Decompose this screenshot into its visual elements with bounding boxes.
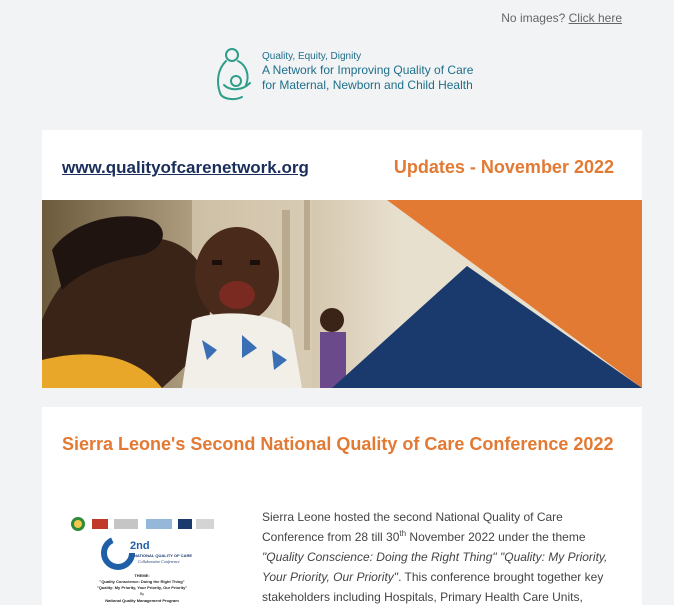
article-body-part-2: November 2022 under the theme xyxy=(406,530,586,544)
logo-line-1: A Network for Improving Quality of Care xyxy=(262,63,474,77)
no-images-text: No images? xyxy=(501,11,566,25)
conference-flyer-image xyxy=(66,515,218,605)
updates-heading: Updates - November 2022 xyxy=(393,157,614,177)
article-card xyxy=(42,407,642,605)
logo-tagline: Quality, Equity, Dignity xyxy=(262,51,362,62)
website-link[interactable]: www.qualityofcarenetwork.org xyxy=(62,158,309,177)
flyer-theme-1: "Quality Conscience: Doing the Right Thing" xyxy=(99,579,185,584)
article-body-theme: "Quality Conscience: Doing the Right Thing" "Quality: My Priority, Your Priority, Our Priority" xyxy=(262,550,608,584)
flyer-line-1: NATIONAL QUALITY OF CARE xyxy=(134,553,192,558)
article-body-sup: th xyxy=(399,529,407,538)
flyer-program: National Quality Management Program xyxy=(105,598,179,603)
network-logo xyxy=(212,45,482,105)
hero-image xyxy=(42,200,642,388)
flyer-line-2: Collaborative Conference xyxy=(138,559,180,564)
article-title: Sierra Leone's Second National Quality of Care Conference 2022 xyxy=(62,434,614,454)
article-body xyxy=(262,507,622,605)
flyer-theme-2: "Quality: My Priority, Your Priority, Our Priority" xyxy=(96,585,188,590)
click-here-link[interactable]: Click here xyxy=(568,11,622,25)
flyer-theme-label: THEME: xyxy=(134,573,150,578)
no-images-notice xyxy=(501,11,622,25)
logo-line-2: for Maternal, Newborn and Child Health xyxy=(262,78,473,92)
article-body-part-1: Sierra Leone hosted the second National Quality of Care Conference from 28 till 30 xyxy=(262,510,563,544)
mother-child-icon xyxy=(212,45,258,103)
header-card xyxy=(42,130,642,388)
flyer-by: By xyxy=(139,592,145,596)
flyer-number: 2nd xyxy=(130,540,150,552)
article-body-part-3: . This conference brought together key stakeholders including Hospitals, Primary Health Care Units, xyxy=(262,570,604,604)
